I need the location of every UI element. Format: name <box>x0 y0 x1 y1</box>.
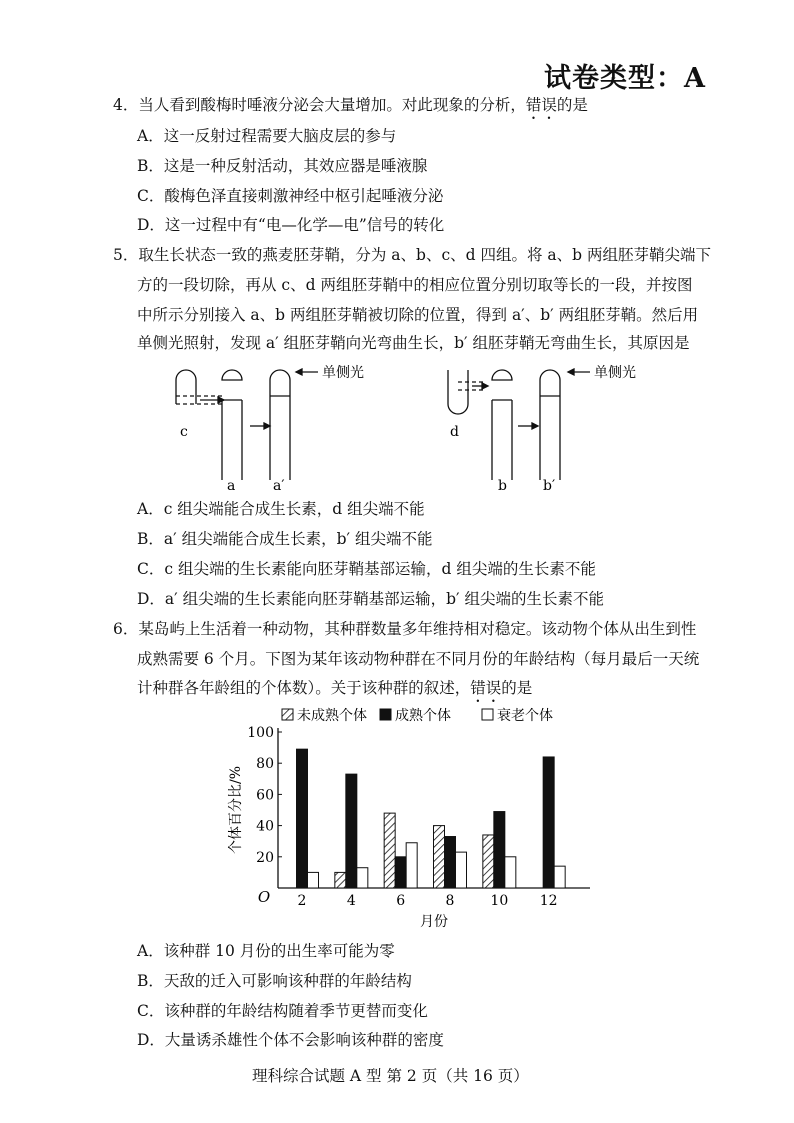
age-structure-chart <box>220 700 600 938</box>
q5-stem-line-4: 单侧光照射，发现 a′ 组胚芽鞘向光弯曲生长，b′ 组胚芽鞘无弯曲生长，其原因是 <box>137 334 690 352</box>
bar-6-1 <box>395 857 406 888</box>
y-tick-label-40: 40 <box>256 818 274 835</box>
bar-12-2 <box>554 866 565 888</box>
coleoptile-d <box>448 370 468 414</box>
q6-stem-emphasis: 错误 <box>470 679 502 697</box>
bar-2-2 <box>308 872 319 888</box>
y-axis-label: 个体百分比/% <box>228 765 244 855</box>
q6-option-c: C．该种群的年龄结构随着季节更替而变化 <box>137 1002 428 1020</box>
y-tick-label-60: 60 <box>256 787 274 804</box>
tip-removed-b <box>492 370 512 380</box>
q6-option-d: D．大量诱杀雄性个体不会影响该种群的密度 <box>137 1031 444 1049</box>
q4-option-c: C．酸梅色泽直接刺激神经中枢引起唾液分泌 <box>137 187 444 205</box>
label-a: a <box>227 478 236 492</box>
q6-option-a: A．该种群 10 月份的出生率可能为零 <box>137 942 395 960</box>
legend-label-1: 成熟个体 <box>395 708 451 724</box>
q4-option-a: A．这一反射过程需要大脑皮层的参与 <box>137 127 397 145</box>
legend-label-0: 未成熟个体 <box>297 708 367 724</box>
bar-6-2 <box>406 843 417 888</box>
coleoptile-b <box>492 400 512 480</box>
q4-stem <box>113 95 588 123</box>
legend-swatch-2 <box>482 709 493 720</box>
q6-option-b: B．天敌的迁入可影响该种群的年龄结构 <box>137 972 412 990</box>
y-tick-label-20: 20 <box>256 849 274 866</box>
q5-option-d: D．a′ 组尖端的生长素能向胚芽鞘基部运输，b′ 组尖端的生长素不能 <box>137 590 604 608</box>
light-label-2: 单侧光 <box>594 365 636 381</box>
page-footer: 理科综合试题 A 型 第 2 页（共 16 页） <box>252 1067 529 1085</box>
q4-stem-pre: 4．当人看到酸梅时唾液分泌会大量增加。对此现象的分析， <box>113 96 526 114</box>
x-tick-label-8: 8 <box>445 893 455 909</box>
label-b: b <box>498 478 507 492</box>
chart-axes <box>227 728 590 930</box>
light-label-1: 单侧光 <box>322 365 364 381</box>
q5-option-b: B．a′ 组尖端能合成生长素，b′ 组尖端不能 <box>137 530 433 548</box>
q6-stem-pre: 计种群各年龄组的个体数）。关于该种群的叙述， <box>137 679 471 697</box>
bar-6-0 <box>384 813 395 888</box>
bar-2-1 <box>297 749 308 888</box>
bar-4-1 <box>346 774 357 888</box>
label-b-prime: b′ <box>543 478 556 492</box>
y-tick-label-100: 100 <box>247 725 274 741</box>
q6-stem-line-2: 成熟需要 6 个月。下图为某年该动物种群在不同月份的年龄结构（每月最后一天统 <box>137 650 700 668</box>
q4-stem-post: 的是 <box>556 96 588 114</box>
label-a-prime: a′ <box>273 478 285 492</box>
chart-bars <box>297 749 566 888</box>
coleoptile-b-prime <box>540 370 560 480</box>
bar-10-2 <box>505 857 516 888</box>
bar-4-0 <box>335 872 346 888</box>
q4-option-d: D．这一过程中有“电—化学—电”信号的转化 <box>137 216 445 234</box>
q5-option-a: A．c 组尖端能合成生长素，d 组尖端不能 <box>137 500 425 518</box>
q5-stem-line-3: 中所示分别接入 a、b 两组胚芽鞘被切除的位置，得到 a′、b′ 两组胚芽鞘。然后用 <box>137 306 699 324</box>
bar-10-0 <box>483 835 494 888</box>
coleoptile-c <box>176 370 196 404</box>
x-tick-label-2: 2 <box>297 893 307 909</box>
origin-label: O <box>257 888 271 906</box>
q5-option-c: C．c 组尖端的生长素能向胚芽鞘基部运输，d 组尖端的生长素不能 <box>137 560 596 578</box>
q6-stem-line-1: 6．某岛屿上生活着一种动物，其种群数量多年维持相对稳定。该动物个体从出生到性 <box>113 620 697 638</box>
legend-label-2: 衰老个体 <box>497 708 553 724</box>
coleoptile-a <box>222 400 242 480</box>
x-axis-label: 月份 <box>420 914 448 930</box>
bar-12-1 <box>543 757 554 888</box>
bar-10-1 <box>494 812 505 888</box>
tip-removed-a <box>222 370 242 380</box>
legend-swatch-1 <box>380 709 391 720</box>
bar-4-2 <box>357 868 368 888</box>
q5-stem-line-1: 5．取生长状态一致的燕麦胚芽鞘，分为 a、b、c、d 四组。将 a、b 两组胚芽鞘尖端下 <box>113 246 712 264</box>
x-tick-label-10: 10 <box>490 893 509 909</box>
label-c: c <box>180 424 188 440</box>
bar-8-0 <box>434 826 445 888</box>
coleoptile-a-prime <box>270 370 290 480</box>
q5-stem-line-2: 方的一段切除，再从 c、d 两组胚芽鞘中的相应位置分别切取等长的一段，并按图 <box>137 276 693 294</box>
chart-legend <box>282 707 553 724</box>
x-tick-label-6: 6 <box>396 893 406 909</box>
legend-swatch-0 <box>282 709 293 720</box>
paper-type-label: 试卷类型：A <box>544 63 706 94</box>
x-tick-label-4: 4 <box>346 893 356 909</box>
bar-8-2 <box>456 852 467 888</box>
coleoptile-diagram <box>160 360 680 492</box>
q4-option-b: B．这是一种反射活动，其效应器是唾液腺 <box>137 157 428 175</box>
label-d: d <box>450 424 459 440</box>
q6-stem-post: 的是 <box>501 679 533 697</box>
bar-8-1 <box>445 837 456 888</box>
x-tick-label-12: 12 <box>539 893 558 909</box>
y-tick-label-80: 80 <box>256 756 274 773</box>
q4-stem-emphasis: 错误 <box>525 96 557 114</box>
